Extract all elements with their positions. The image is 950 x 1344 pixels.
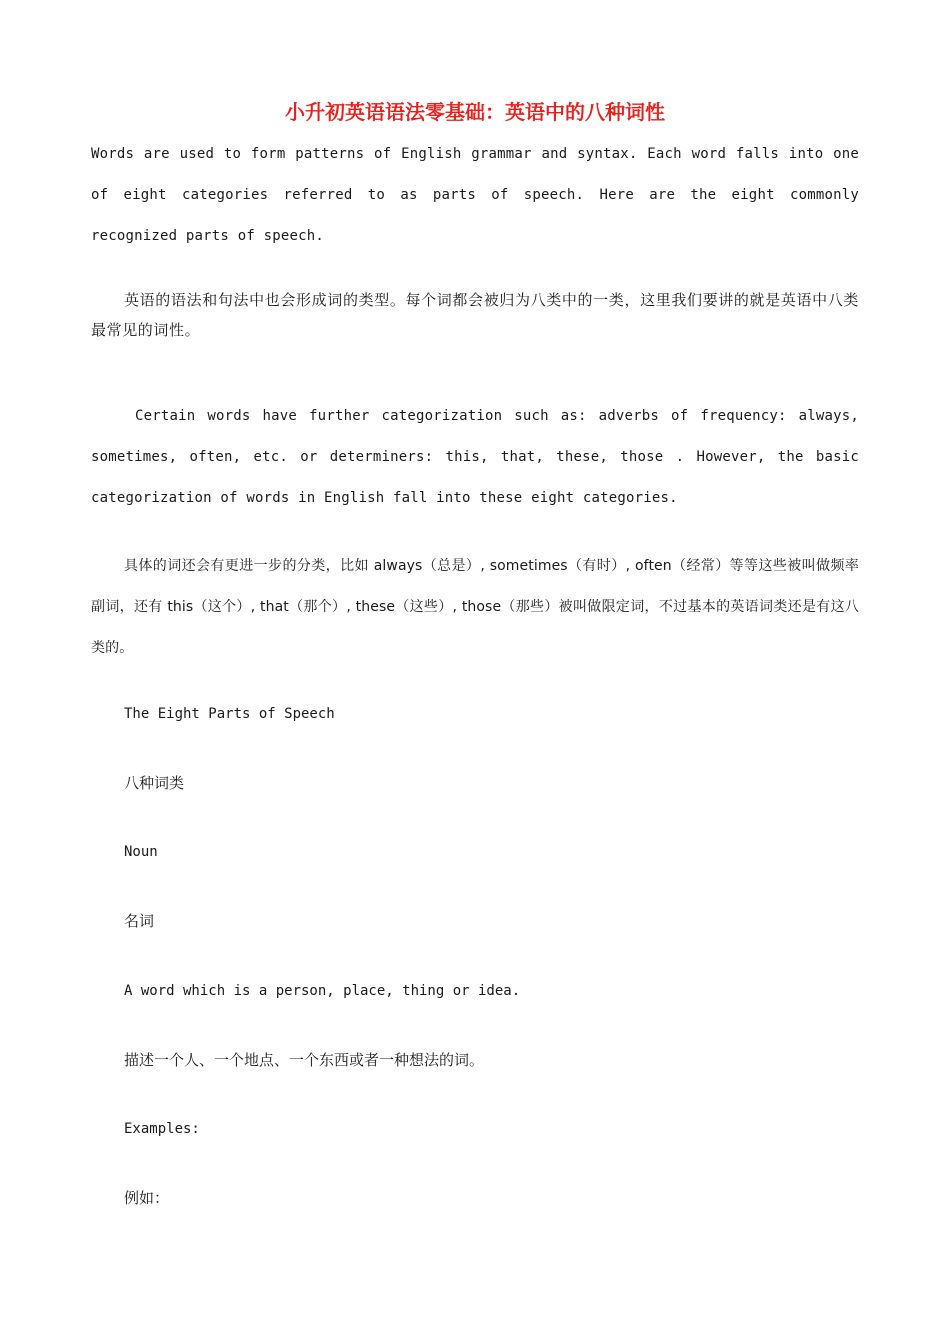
intro-paragraph-chinese: 英语的语法和句法中也会形成词的类型。每个词都会被归为八类中的一类，这里我们要讲的就是英语中八类最常见的词性。	[91, 291, 859, 339]
noun-definition-chinese: 描述一个人、一个地点、一个东西或者一种想法的词。	[124, 1051, 485, 1069]
categorization-paragraph-chinese: 具体的词还会有更进一步的分类，比如 always（总是）, sometimes（有时）, often（经常）等等这些被叫做频率副词，还有 this（这个）, that（那个）, these（这些）, those（那些）被叫做限定词，不过基本的英语词类还是有这八类的。	[91, 558, 859, 656]
section-heading-chinese: 八种词类	[124, 774, 185, 792]
categorization-paragraph-english: Certain words have further categorization such as: adverbs of frequency: always, sometimes, often, etc. or determiners: this, that, these, those . However, the basic categorization of words in English fall into these eight categories.	[91, 408, 859, 506]
examples-label-chinese: 例如：	[124, 1189, 170, 1207]
intro-paragraph-english: Words are used to form patterns of English grammar and syntax. Each word falls into one of eight categories referred to as parts of speech. Here are the eight commonly recognized parts of speech.	[91, 146, 859, 244]
document-title: 小升初英语语法零基础：英语中的八种词性	[285, 100, 665, 124]
noun-term-chinese: 名词	[124, 912, 155, 930]
section-heading-english: The Eight Parts of Speech	[124, 706, 335, 722]
noun-term-english: Noun	[124, 844, 158, 860]
examples-label-english: Examples:	[124, 1121, 200, 1137]
noun-definition-english: A word which is a person, place, thing or idea.	[124, 983, 521, 999]
